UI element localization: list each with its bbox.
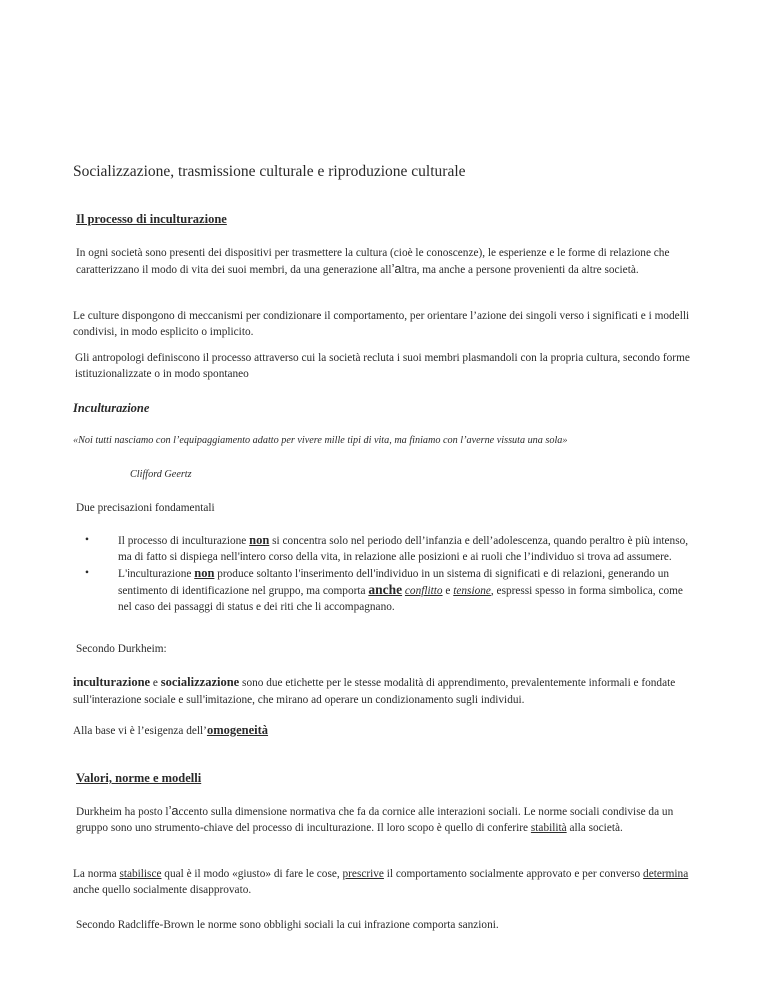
list-item: • L’inculturazione non produce soltanto l’inserimento dell’individuo in un sistema di significati e di relazioni, generando un sentimento di identificazione nel gruppo, ma comporta anche conflitto e tensione, espressi spesso in forma simbolica, come nel caso dei passaggi di status e dei riti che li accompagnano. [85, 566, 683, 613]
quote-author: Clifford Geertz [130, 469, 192, 480]
document-title: Socializzazione, trasmissione culturale e riproduzione culturale [73, 163, 466, 180]
list-item: • Il processo di inculturazione non si concentra solo nel periodo dell’infanzia e dell’adolescenza, quando peraltro è più intenso, ma di fatto si dispiega nell’intero corso della vita, in relazione alle posizioni e ai ruoli che l’individuo si trova ad assumere. [85, 533, 689, 563]
paragraph-durkheim-intro: Secondo Durkheim: [76, 643, 167, 655]
paragraph-norma: La norma stabilisce qual è il modo «giusto» di fare le cose, prescrive il comportamento socialmente approvato e per converso determina anche quello socialmente disapprovato. [73, 868, 689, 896]
section-heading-inculturazione: Il processo di inculturazione [76, 212, 227, 226]
paragraph-omogeneita: Alla base vi è l’esigenza dell’omogeneità [73, 723, 269, 737]
paragraph-precisazioni: Due precisazioni fondamentali [76, 502, 215, 514]
paragraph-meccanismi: Le culture dispongono di meccanismi per condizionare il comportamento, per orientare l’azione dei singoli verso i significati e i modelli condivisi, in modo esplicito o implicito. [73, 310, 690, 338]
paragraph-antropologi: Gli antropologi definiscono il processo attraverso cui la società recluta i suoi membri plasmandoli con la propria cultura, secondo forme istituzionalizzate o in modo spontaneo [75, 352, 690, 380]
bullet-list [73, 532, 698, 615]
paragraph-radcliffe-brown: Secondo Radcliffe-Brown le norme sono obblighi sociali la cui infrazione comporta sanzioni. [76, 919, 499, 931]
paragraph-durkheim: inculturazione e socializzazione sono due etichette per le stesse modalità di apprendimento, prevalentemente informali e fondate sull’interazione sociale e sull’imitazione, che mirano ad operare un condizionamento sugli individui. [73, 675, 676, 706]
paragraph-durkheim-norme: Durkheim ha posto l’accento sulla dimensione normativa che fa da cornice alle interazioni sociali. Le norme sociali condivise da un gruppo sono uno strumento-chiave del processo di inculturazione. Il loro scopo è quello di conferire stabilità alla società. [76, 803, 674, 834]
section-heading-valori: Valori, norme e modelli [76, 771, 202, 785]
subheading-inculturazione: Inculturazione [73, 401, 150, 415]
quote-geertz: «Noi tutti nasciamo con l’equipaggiamento adatto per vivere mille tipi di vita, ma finiamo con l’averne vissuta una sola» [73, 435, 568, 446]
paragraph-dispositivi: In ogni società sono presenti dei dispositivi per trasmettere la cultura (cioè le conoscenze), le esperienze e le forme di relazione che caratterizzano il modo di vita dei suoi membri, da una generazione all’altra, ma anche a persone provenienti da altre società. [76, 247, 670, 276]
